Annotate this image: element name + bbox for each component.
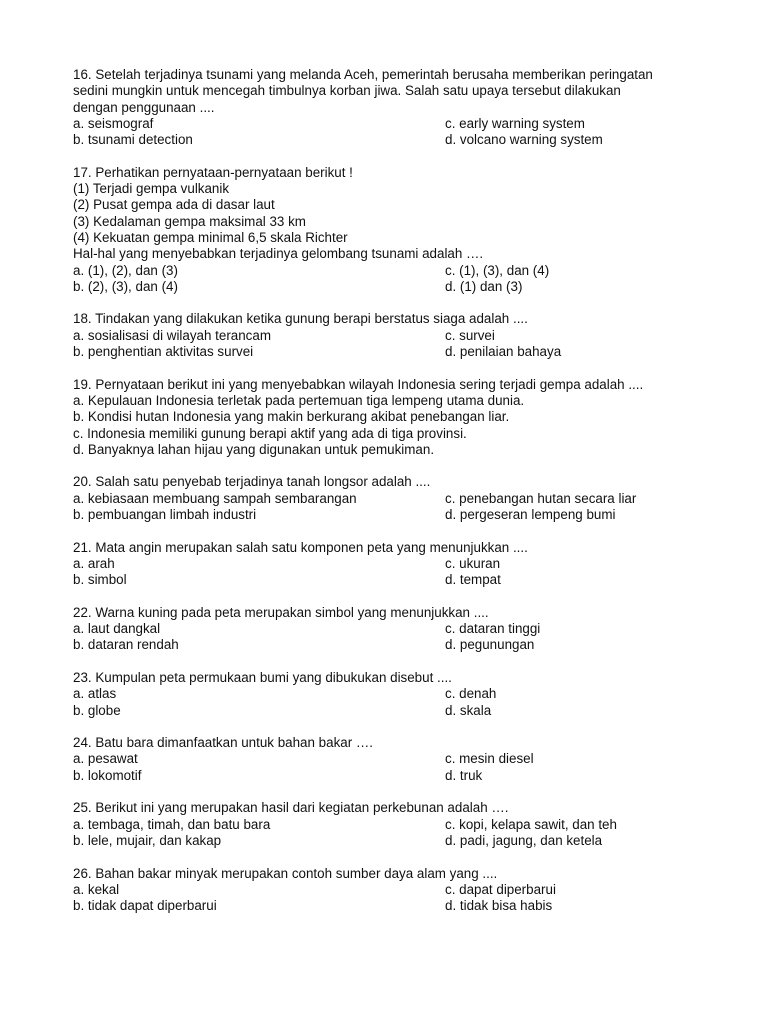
answer-option: c. (1), (3), dan (4) [445, 262, 550, 278]
question-line: dengan penggunaan .... [73, 99, 215, 115]
answer-option: d. volcano warning system [445, 132, 603, 148]
answer-option: c. mesin diesel [445, 751, 534, 767]
question-line: a. Kepulauan Indonesia terletak pada pertemuan tiga lempeng utama dunia. [73, 392, 525, 408]
options-row [73, 898, 733, 914]
answer-option: a. kebiasaan membuang sampah sembarangan [73, 490, 357, 506]
question-line: d. Banyaknya lahan hijau yang digunakan untuk pemukiman. [73, 441, 435, 457]
question-text: 22. Warna kuning pada peta merupakan simbol yang menunjukkan .... [73, 604, 489, 620]
question-26 [73, 866, 733, 915]
answer-option: b. dataran rendah [73, 637, 179, 653]
answer-option: a. (1), (2), dan (3) [73, 262, 178, 278]
answer-option: b. penghentian aktivitas survei [73, 344, 254, 360]
answer-option: c. dataran tinggi [445, 621, 541, 637]
question-text: 23. Kumpulan peta permukaan bumi yang dibukukan disebut .... [73, 669, 452, 685]
question-text: 24. Batu bara dimanfaatkan untuk bahan bakar …. [73, 735, 374, 751]
question-text: 19. Pernyataan berikut ini yang menyebabkan wilayah Indonesia sering terjadi gempa adalah .... [73, 376, 644, 392]
question-text: 16. Setelah terjadinya tsunami yang melanda Aceh, pemerintah berusaha memberikan peringatan [73, 67, 653, 82]
options-row [73, 882, 733, 898]
answer-option: a. tembaga, timah, dan batu bara [73, 816, 271, 832]
question-20 [73, 474, 733, 523]
question-19 [73, 377, 733, 458]
question-line: sedini mungkin untuk mencegah timbulnya korban jiwa. Salah satu upaya tersebut dilakukan [73, 83, 621, 99]
answer-option: c. penebangan hutan secara liar [445, 490, 637, 506]
options-row [73, 833, 733, 849]
options-row [73, 507, 733, 523]
question-line: b. Kondisi hutan Indonesia yang makin berkurang akibat penebangan liar. [73, 409, 510, 425]
question-text: 17. Perhatikan pernyataan-pernyataan berikut ! [73, 164, 353, 180]
answer-option: a. seismograf [73, 115, 154, 131]
options-row [73, 556, 733, 572]
answer-option: d. pegunungan [445, 637, 535, 653]
answer-option: d. tempat [445, 572, 501, 588]
answer-option: a. arah [73, 555, 115, 571]
question-21 [73, 540, 733, 589]
options-row [73, 263, 733, 279]
question-text: 18. Tindakan yang dilakukan ketika gunung berapi berstatus siaga adalah .... [73, 311, 528, 327]
options-row [73, 344, 733, 360]
answer-option: a. kekal [73, 881, 120, 897]
answer-option: b. tsunami detection [73, 132, 193, 148]
answer-option: b. (2), (3), dan (4) [73, 278, 178, 294]
answer-option: c. kopi, kelapa sawit, dan teh [445, 816, 617, 832]
options-row [73, 637, 733, 653]
answer-option: d. padi, jagung, dan ketela [445, 832, 603, 848]
options-row [73, 703, 733, 719]
answer-option: a. pesawat [73, 751, 138, 767]
answer-option: d. truk [445, 767, 483, 783]
answer-option: b. globe [73, 702, 121, 718]
answer-option: a. laut dangkal [73, 621, 161, 637]
answer-option: b. pembuangan limbah industri [73, 507, 257, 523]
question-18 [73, 311, 733, 360]
options-row [73, 817, 733, 833]
question-line: (2) Pusat gempa ada di dasar laut [73, 197, 275, 213]
question-line: Hal-hal yang menyebabkan terjadinya gelombang tsunami adalah …. [73, 246, 484, 262]
question-25 [73, 800, 733, 849]
question-line: (1) Terjadi gempa vulkanik [73, 181, 230, 197]
question-text: 20. Salah satu penyebab terjadinya tanah longsor adalah .... [73, 474, 431, 490]
answer-option: c. survei [445, 327, 495, 343]
answer-option: d. tidak bisa habis [445, 898, 553, 914]
options-row [73, 686, 733, 702]
options-row [73, 768, 733, 784]
answer-option: a. atlas [73, 686, 117, 702]
answer-option: c. denah [445, 686, 497, 702]
options-row [73, 116, 733, 132]
question-line: (3) Kedalaman gempa maksimal 33 km [73, 213, 306, 229]
answer-option: a. sosialisasi di wilayah terancam [73, 327, 271, 343]
options-row [73, 491, 733, 507]
question-16 [73, 67, 733, 148]
options-row [73, 751, 733, 767]
question-line: c. Indonesia memiliki gunung berapi aktif yang ada di tiga provinsi. [73, 425, 467, 441]
answer-option: d. penilaian bahaya [445, 344, 562, 360]
question-24 [73, 735, 733, 784]
answer-option: c. early warning system [445, 115, 585, 131]
answer-option: b. lokomotif [73, 767, 142, 783]
question-17 [73, 165, 733, 295]
options-row [73, 279, 733, 295]
answer-option: d. (1) dan (3) [445, 278, 523, 294]
answer-option: c. dapat diperbarui [445, 881, 556, 897]
question-sheet [73, 67, 733, 931]
question-text: 26. Bahan bakar minyak merupakan contoh sumber daya alam yang .... [73, 865, 498, 881]
answer-option: c. ukuran [445, 555, 501, 571]
answer-option: b. lele, mujair, dan kakap [73, 832, 222, 848]
options-row [73, 328, 733, 344]
options-row [73, 621, 733, 637]
options-row [73, 572, 733, 588]
question-text: 25. Berikut ini yang merupakan hasil dari kegiatan perkebunan adalah …. [73, 800, 509, 816]
answer-option: b. tidak dapat diperbarui [73, 898, 217, 914]
question-23 [73, 670, 733, 719]
answer-option: d. pergeseran lempeng bumi [445, 507, 616, 523]
question-22 [73, 605, 733, 654]
question-text: 21. Mata angin merupakan salah satu komponen peta yang menunjukkan .... [73, 539, 528, 555]
question-line: (4) Kekuatan gempa minimal 6,5 skala Richter [73, 229, 348, 245]
answer-option: b. simbol [73, 572, 127, 588]
options-row [73, 132, 733, 148]
answer-option: d. skala [445, 702, 492, 718]
